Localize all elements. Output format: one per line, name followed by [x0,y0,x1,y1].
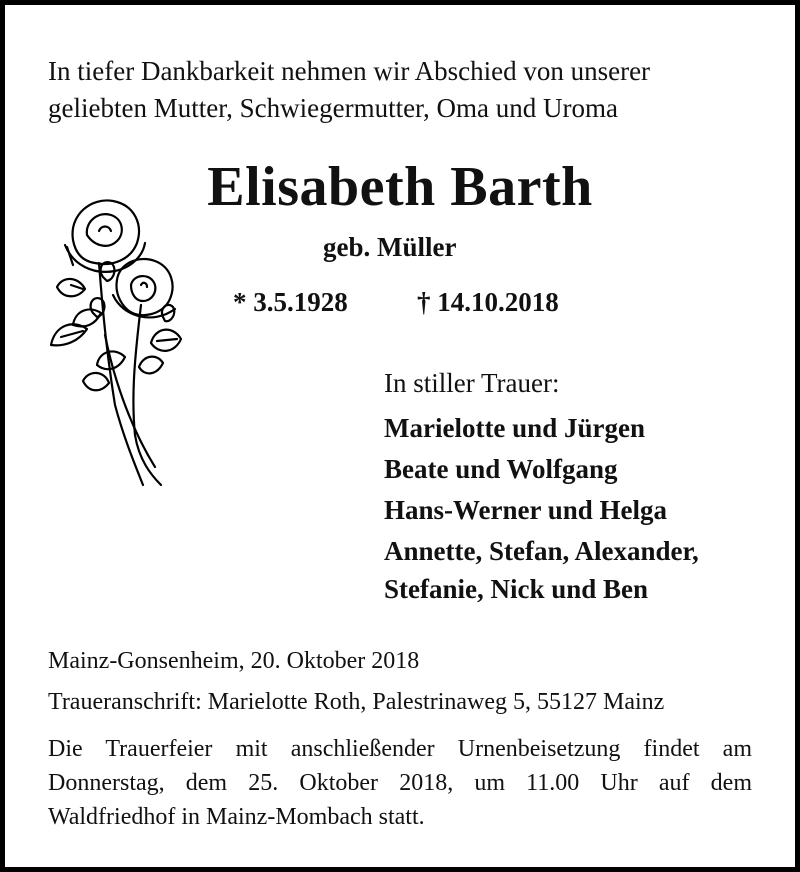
birth-date: * 3.5.1928 [233,287,348,317]
mourner-line: Beate und Wolfgang [384,454,618,484]
ceremony-details [48,732,752,834]
mourners-label: In stiller Trauer: [384,368,560,398]
place-and-date: Mainz-Gonsenheim, 20. Oktober 2018 [48,648,420,674]
mourner-line: Stefanie, Nick und Ben [384,574,649,604]
ceremony-line: Die Trauerfeier mit anschließender Urnenbeisetzung findet am [48,736,752,762]
ceremony-line: Donnerstag, dem 25. Oktober 2018, um 11.00 Uhr auf dem [48,770,752,796]
mourning-address: Traueranschrift: Marielotte Roth, Palestrinaweg 5, 55127 Mainz [48,689,665,715]
mourner-line: Hans-Werner und Helga [384,495,668,525]
rose-bouquet-icon [43,185,193,495]
maiden-name: geb. Müller [323,232,457,262]
ceremony-line: Waldfriedhof in Mainz-Mombach statt. [48,804,425,830]
intro-line-1: In tiefer Dankbarkeit nehmen wir Abschied von unserer [48,56,651,86]
death-date: † 14.10.2018 [417,287,559,317]
deceased-name: Elisabeth Barth [207,156,593,218]
intro-text [48,53,650,127]
intro-line-2: geliebten Mutter, Schwiegermutter, Oma und Uroma [48,93,618,123]
mourners-list [384,408,699,607]
mourner-line: Annette, Stefan, Alexander, [384,536,699,566]
mourner-line: Marielotte und Jürgen [384,413,645,443]
